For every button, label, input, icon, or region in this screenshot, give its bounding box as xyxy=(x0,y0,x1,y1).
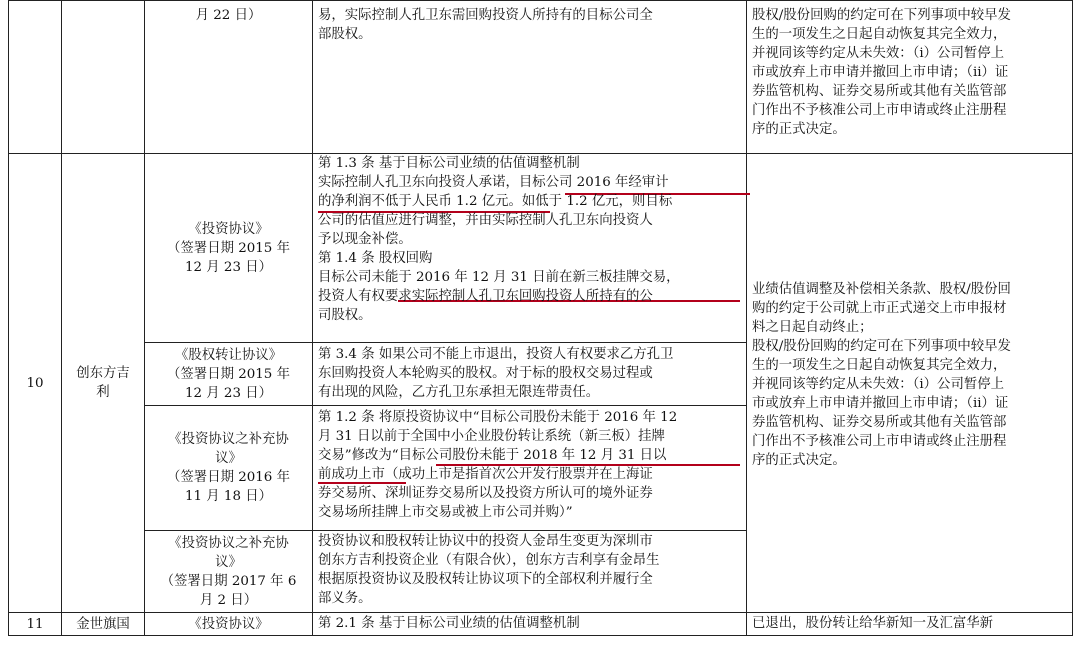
investor-line: 创东方吉 xyxy=(76,366,130,381)
investor-line: 金世旗国 xyxy=(76,616,130,632)
agreement-line: 议》 xyxy=(215,451,242,466)
agreement-name xyxy=(145,613,312,635)
agreement-name xyxy=(145,343,312,405)
row-number-text: 11 xyxy=(26,616,44,632)
status-line: 股权/股份回购的约定可在下列事项中较早发 xyxy=(752,339,1011,354)
clause-line: 前成功上市（成功上市是指首次公开发行股票并在上海证 xyxy=(318,467,653,482)
clause-line: 目标公司未能于 2016 年 12 月 31 日前在新三板挂牌交易， xyxy=(318,270,680,285)
status-line: 生的一项发生之日起自动恢复其完全效力， xyxy=(752,358,1007,373)
clause-line: 第 2.1 条 基于目标公司业绩的估值调整机制 xyxy=(318,616,580,631)
agreement-line: 11 月 18 日） xyxy=(184,489,273,504)
clause-line: 部义务。 xyxy=(318,591,372,606)
clause-line: 的净利润不低于人民币 1.2 亿元。如低于 1.2 亿元，则目标 xyxy=(318,194,673,209)
investor-name xyxy=(62,613,144,635)
clause-line: 有出现的风险，乙方孔卫东承担无限连带责任。 xyxy=(318,385,600,400)
status-line: 券监管机构、证券交易所或其他有关监管部 xyxy=(752,415,1007,430)
column-divider xyxy=(312,0,313,636)
column-divider xyxy=(746,0,747,636)
clause-line: 第 3.4 条 如果公司不能上市退出，投资人有权要求乙方孔卫 xyxy=(318,347,674,362)
status-line: 序的正式决定。 xyxy=(752,453,846,468)
clause-line: 实际控制人孔卫东向投资人承诺，目标公司 2016 年经审计 xyxy=(318,175,669,190)
table-border xyxy=(8,0,1073,1)
row-number xyxy=(9,154,61,612)
clause-content xyxy=(318,6,746,44)
clause-content xyxy=(318,345,746,402)
agreement-line: 《股权转让协议》 xyxy=(174,347,283,363)
clause-line: 第 1.4 条 股权回购 xyxy=(318,251,433,266)
clause-line: 投资人有权要求实际控制人孔卫东回购投资人所持有的公 xyxy=(318,289,653,304)
status-line: 序的正式决定。 xyxy=(752,122,846,137)
status-content xyxy=(752,614,1072,633)
status-line: 券监管机构、证券交易所或其他有关监管部 xyxy=(752,84,1007,99)
status-line: 已退出，股份转让给华新知一及汇富华新 xyxy=(752,616,994,631)
status-content xyxy=(752,280,1072,470)
clause-content xyxy=(318,408,746,522)
clause-line: 东回购投资人本轮购买的股权。对于标的股权交易过程或 xyxy=(318,366,653,381)
status-line: 市或放弃上市申请并撤回上市申请；（ii）证 xyxy=(752,65,1009,80)
investor-name xyxy=(62,154,144,612)
agreement-name xyxy=(145,154,312,342)
agreement-line: （签署日期 2016 年 xyxy=(167,470,290,485)
agreement-line: （签署日期 2017 年 6 xyxy=(160,573,297,589)
clause-content xyxy=(318,532,746,608)
clause-line: 根据原投资协议及股权转让协议项下的全部权利并履行全 xyxy=(318,572,653,587)
clause-line: 部股权。 xyxy=(318,27,372,42)
row-number xyxy=(9,613,61,635)
status-line: 生的一项发生之日起自动恢复其完全效力， xyxy=(752,27,1007,42)
agreement-line: 12 月 23 日） xyxy=(184,259,273,275)
agreement-date-tail xyxy=(145,6,312,25)
row-number-text: 10 xyxy=(26,375,44,391)
clause-line: 司股权。 xyxy=(318,308,372,323)
status-content xyxy=(752,6,1072,139)
agreement-line: 议》 xyxy=(215,554,242,570)
clause-line: 交易场所挂牌上市交易或被上市公司并购）” xyxy=(318,505,573,520)
agreement-line: （签署日期 2015 年 xyxy=(167,240,290,256)
clause-line: 创东方吉利投资企业（有限合伙），创东方吉利享有金昂生 xyxy=(318,553,660,568)
status-line: 市或放弃上市申请并撤回上市申请；（ii）证 xyxy=(752,396,1009,411)
agreement-name xyxy=(145,406,312,530)
agreement-line: 12 月 23 日） xyxy=(184,385,273,401)
agreement-line: （签署日期 2015 年 xyxy=(167,366,290,382)
agreement-line: 《投资协议之补充协 xyxy=(168,535,289,551)
clause-line: 公司的估值应进行调整，并由实际控制人孔卫东向投资人 xyxy=(318,213,653,228)
clause-line: 交易”修改为“目标公司股份未能于 2018 年 12 月 31 日以 xyxy=(318,448,667,463)
status-line: 料之日起自动终止； xyxy=(752,320,873,335)
status-line: 并视同该等约定从未失效：（i）公司暂停上 xyxy=(752,46,1005,61)
agreement-name xyxy=(145,531,312,612)
clause-line: 第 1.2 条 将原投资协议中“目标公司股份未能于 2016 年 12 xyxy=(318,410,678,425)
status-line: 购的约定于公司就上市正式递交上市申报材 xyxy=(752,301,1007,316)
clause-line: 易，实际控制人孔卫东需回购投资人所持有的目标公司全 xyxy=(318,8,653,23)
status-line: 门作出不予核准公司上市申请或终止注册程 xyxy=(752,103,1007,118)
agreement-line: 月 2 日） xyxy=(199,592,258,608)
agreement-line: 《投资协议之补充协 xyxy=(168,432,289,447)
status-line: 业绩估值调整及补偿相关条款、股权/股份回 xyxy=(752,282,1011,297)
status-line: 门作出不予核准公司上市申请或终止注册程 xyxy=(752,434,1007,449)
date-text: 月 22 日） xyxy=(195,8,262,23)
table-border xyxy=(8,635,1073,636)
clause-content xyxy=(318,154,746,325)
investor-line: 利 xyxy=(96,385,110,400)
clause-line: 予以现金补偿。 xyxy=(318,232,412,247)
agreement-line: 《投资协议》 xyxy=(188,616,269,632)
clause-line: 券交易所、深圳证券交易所以及投资方所认可的境外证券 xyxy=(318,486,653,501)
status-line: 并视同该等约定从未失效：（i）公司暂停上 xyxy=(752,377,1005,392)
clause-content xyxy=(318,614,746,633)
clause-line: 投资协议和股权转让协议中的投资人金昂生变更为深圳市 xyxy=(318,534,653,549)
clause-line: 第 1.3 条 基于目标公司业绩的估值调整机制 xyxy=(318,156,580,171)
agreement-line: 《投资协议》 xyxy=(188,221,269,237)
table-border xyxy=(1072,0,1073,636)
clause-line: 月 31 日以前于全国中小企业股份转让系统（新三板）挂牌 xyxy=(318,429,665,444)
status-line: 股权/股份回购的约定可在下列事项中较早发 xyxy=(752,8,1011,23)
